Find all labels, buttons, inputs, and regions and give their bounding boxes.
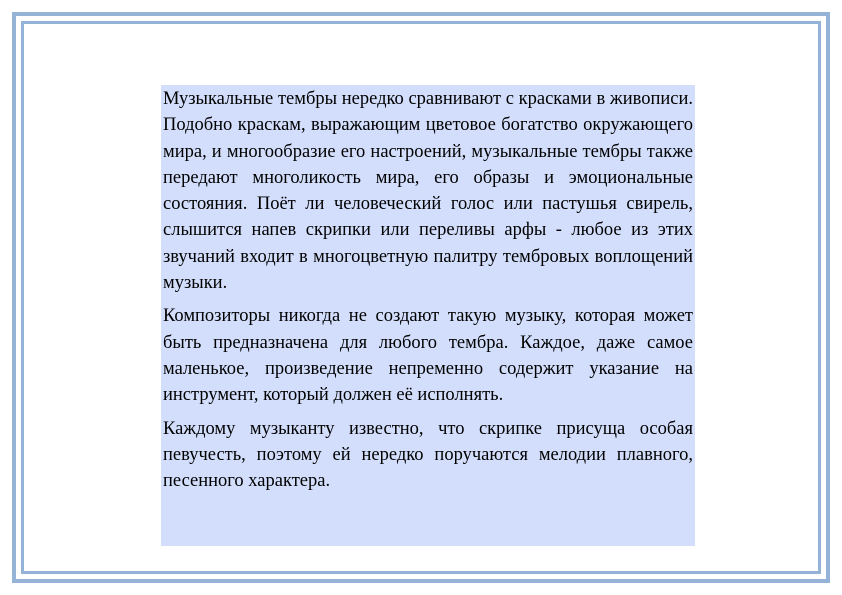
text-block [161, 85, 695, 546]
paragraph-timbres-colors: Музыкальные тембры нередко сравнивают с красками в живописи. Подобно краскам, выражающим цветовое богатство окружающего мира, и многообразие его настроений, музыкальные тембры также передают многоликость мира, его образы и эмоциональные состояния. Поёт ли человеческий голос или пастушья свирель, слышится напев скрипки или переливы арфы - любое из этих звучаний входит в многоцветную палитру тембровых воплощений музыки. [163, 89, 693, 294]
paragraph-composers: Композиторы никогда не создают такую музыку, которая может быть предназначена для любого тембра. Каждое, даже самое маленькое, произведение непременно содержит указание на инструмент, который должен её исполнять. [163, 306, 693, 406]
paragraph-violin: Каждому музыканту известно, что скрипке присуща особая певучесть, поэтому ей нередко поручаются мелодии плавного, песенного характера. [163, 418, 693, 492]
